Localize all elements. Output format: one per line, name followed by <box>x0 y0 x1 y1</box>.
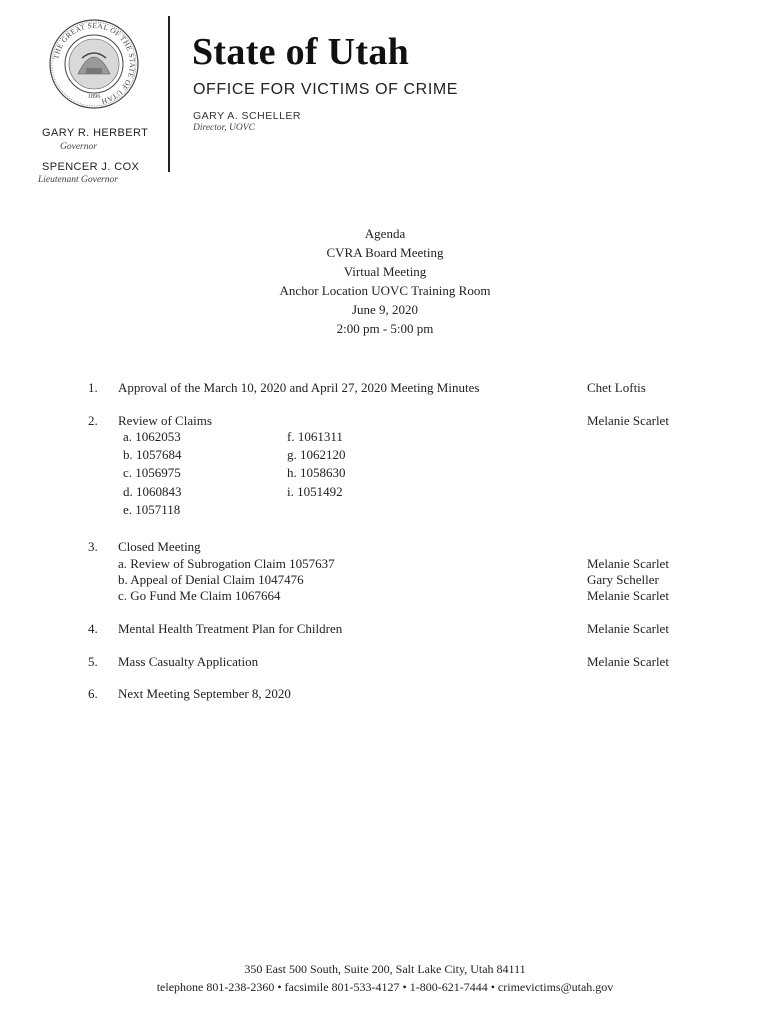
closed-sub-item: b. Appeal of Denial Claim 1047476 <box>118 572 304 587</box>
item-4-text: Mental Health Treatment Plan for Children <box>118 621 343 636</box>
seal-outer-text: THE GREAT SEAL OF THE STATE OF UTAH <box>51 20 138 107</box>
item-4-presenter: Melanie Scarlet <box>587 621 669 636</box>
item-2-presenter: Melanie Scarlet <box>587 413 669 428</box>
heading-meeting-type: Virtual Meeting <box>343 264 427 279</box>
claim-item: h. 1058630 <box>287 465 346 480</box>
item-5-presenter: Melanie Scarlet <box>587 654 669 669</box>
item-6-text: Next Meeting September 8, 2020 <box>118 686 291 701</box>
heading-date: June 9, 2020 <box>351 302 419 317</box>
item-1-number: 1. <box>88 380 98 395</box>
item-4-number: 4. <box>88 621 98 636</box>
item-2-text: Review of Claims <box>118 413 212 428</box>
claim-item: b. 1057684 <box>123 447 182 462</box>
item-1-presenter: Chet Loftis <box>587 380 646 395</box>
state-title: State of Utah <box>192 31 410 73</box>
director-name: GARY A. SCHELLER <box>193 110 301 122</box>
governor-name: GARY R. HERBERT <box>42 127 149 139</box>
heading-agenda: Agenda <box>364 226 406 241</box>
lt-governor-name: SPENCER J. COX <box>42 161 140 173</box>
claim-item: g. 1062120 <box>287 447 346 462</box>
governor-title: Governor <box>60 142 97 152</box>
closed-sub-presenter: Melanie Scarlet <box>587 588 669 603</box>
office-title: OFFICE FOR VICTIMS OF CRIME <box>193 81 459 98</box>
item-3-number: 3. <box>88 539 98 554</box>
claim-item: i. 1051492 <box>287 484 343 499</box>
item-1-text: Approval of the March 10, 2020 and April 27, 2020 Meeting Minutes <box>118 380 480 395</box>
claim-item: d. 1060843 <box>123 484 182 499</box>
heading-meeting-name: CVRA Board Meeting <box>326 245 444 260</box>
letterhead-divider <box>168 16 170 172</box>
director-title: Director, UOVC <box>193 123 255 133</box>
heading-location: Anchor Location UOVC Training Room <box>279 283 491 298</box>
item-5-text: Mass Casualty Application <box>118 654 259 669</box>
item-6-number: 6. <box>88 686 98 701</box>
item-3-text: Closed Meeting <box>118 539 201 554</box>
agenda-heading <box>0 224 770 338</box>
closed-sub-presenter: Melanie Scarlet <box>587 556 669 571</box>
claim-item: a. 1062053 <box>123 429 181 444</box>
claim-item: f. 1061311 <box>287 429 343 444</box>
item-2-number: 2. <box>88 413 98 428</box>
footer-contact: telephone 801-238-2360 • facsimile 801-533-4127 • 1-800-621-7444 • crimevictims@utah.gov <box>156 980 614 994</box>
seal-emblem-icon <box>48 18 140 110</box>
closed-sub-presenter: Gary Scheller <box>587 572 659 587</box>
seal-year: 1896 <box>87 93 101 100</box>
state-seal <box>48 18 140 110</box>
heading-time: 2:00 pm - 5:00 pm <box>336 321 434 336</box>
footer-address: 350 East 500 South, Suite 200, Salt Lake City, Utah 84111 <box>244 962 526 976</box>
item-5-number: 5. <box>88 654 98 669</box>
closed-sub-item: a. Review of Subrogation Claim 1057637 <box>118 556 335 571</box>
claim-item: e. 1057118 <box>123 502 181 517</box>
lt-governor-title: Lieutenant Governor <box>38 175 118 185</box>
claim-item: c. 1056975 <box>123 465 181 480</box>
closed-sub-item: c. Go Fund Me Claim 1067664 <box>118 588 281 603</box>
